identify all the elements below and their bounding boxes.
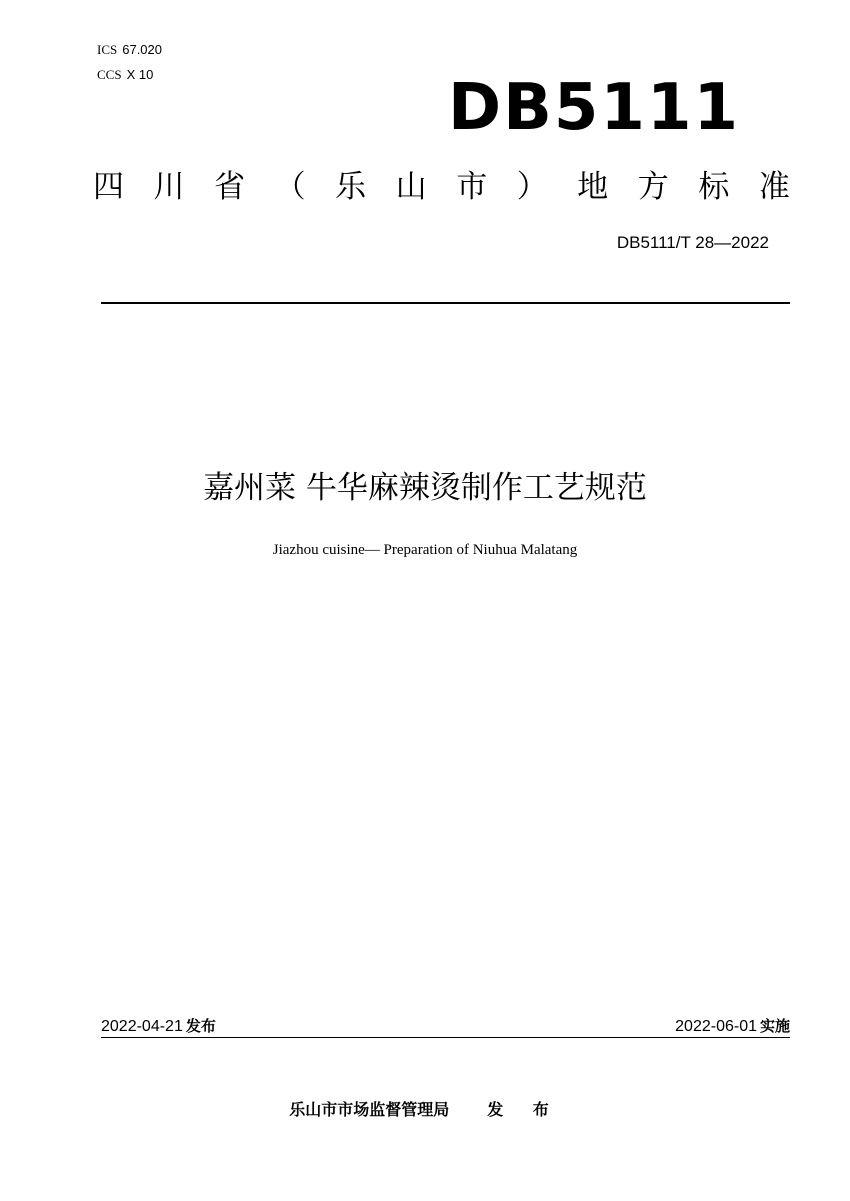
issue-label: 发布 — [185, 1017, 216, 1035]
category-char: 川 — [153, 169, 185, 205]
standard-mark: DB5111 — [447, 71, 740, 145]
category-char: 地 — [577, 169, 609, 205]
document-category — [93, 167, 790, 207]
implementation-date: 2022-06-01 — [675, 1018, 757, 1035]
issuer-action: 发 布 — [487, 1100, 561, 1119]
header-divider — [101, 302, 790, 304]
ccs-code: X 10 — [126, 67, 154, 82]
category-char: 乐 — [335, 169, 367, 205]
document-title-english: Jiazhou cuisine— Preparation of Niuhua Malatang — [272, 542, 578, 558]
category-char: （ — [274, 169, 306, 205]
footer-divider — [101, 1037, 790, 1038]
category-char: 四 — [93, 169, 124, 205]
issue-date-line — [101, 1016, 216, 1037]
category-char: 方 — [637, 169, 669, 205]
ccs-label: CCS — [97, 67, 122, 82]
issue-date: 2022-04-21 — [101, 1018, 183, 1035]
issuing-authority — [0, 1100, 850, 1120]
category-char: ） — [516, 169, 548, 205]
category-char: 标 — [698, 169, 730, 205]
ics-code: 67.020 — [122, 42, 162, 57]
issuer-organization: 乐山市市场监督管理局 — [289, 1100, 450, 1119]
category-char: 山 — [395, 169, 427, 205]
ics-label: ICS — [97, 42, 118, 57]
implementation-label: 实施 — [759, 1017, 790, 1035]
standard-number: DB5111/T 28—2022 — [616, 233, 769, 252]
implementation-date-line — [675, 1016, 790, 1037]
category-char: 市 — [456, 169, 488, 205]
ics-classification — [97, 42, 162, 59]
document-title-chinese: 嘉州菜 牛华麻辣烫制作工艺规范 — [203, 470, 647, 506]
ccs-classification — [97, 67, 153, 84]
category-char: 准 — [758, 169, 790, 205]
category-char: 省 — [214, 169, 246, 205]
